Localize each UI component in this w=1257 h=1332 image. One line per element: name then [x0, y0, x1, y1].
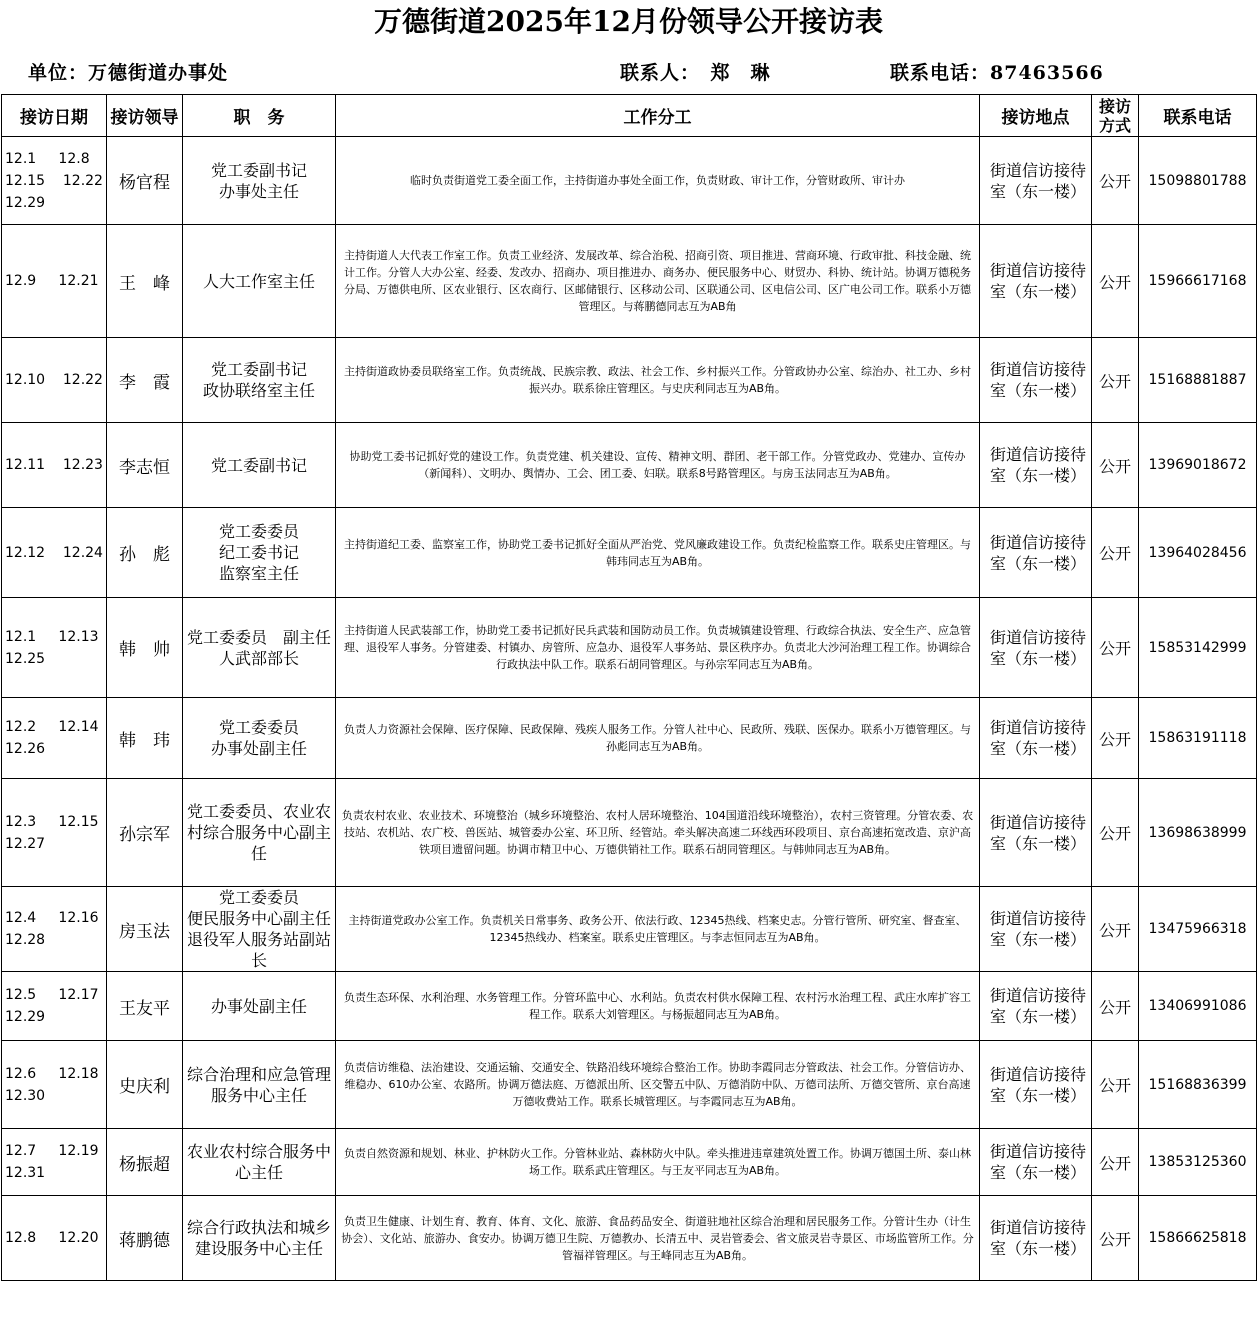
position-cell: 综合治理和应急管理服务中心主任	[183, 1041, 336, 1129]
place-cell: 街道信访接待室（东一楼）	[980, 1129, 1092, 1196]
position-cell: 党工委委员 纪工委书记 监察室主任	[183, 508, 336, 598]
place-cell: 街道信访接待室（东一楼）	[980, 423, 1092, 508]
leader-name: 王友平	[107, 972, 183, 1041]
leader-name: 韩 帅	[107, 598, 183, 698]
method-cell: 公开	[1092, 598, 1139, 698]
position-cell: 办事处副主任	[183, 972, 336, 1041]
table-row	[2, 887, 1257, 972]
work-cell: 主持街道人民武装部工作，协助党工委书记抓好民兵武装和国防动员工作。负责城镇建设管理、行政综合执法、安全生产、应急管理、退役军人事务。分管建委、村镇办、房管所、应急办、退役军人事务站、景区秩序办。负责北大沙河治理工程工作。协调综合行政执法中队工作。联系石胡同管理区。与孙宗军同志互为AB角。	[336, 598, 980, 698]
work-cell: 负责人力资源社会保障、医疗保障、民政保障、残疾人服务工作。分管人社中心、民政所、残联、医保办。联系小万德管理区。与孙彪同志互为AB角。	[336, 698, 980, 779]
leader-name: 孙宗军	[107, 779, 183, 887]
place-cell: 街道信访接待室（东一楼）	[980, 698, 1092, 779]
info-bar	[0, 44, 1257, 94]
position-cell: 党工委委员 副主任 人武部部长	[183, 598, 336, 698]
leader-name: 杨振超	[107, 1129, 183, 1196]
date-line: 12.29	[5, 194, 46, 211]
table-row	[2, 338, 1257, 423]
position-cell: 党工委委员 办事处副主任	[183, 698, 336, 779]
date-line: 12.8 12.20	[5, 1230, 99, 1246]
leader-name: 孙 彪	[107, 508, 183, 598]
date-line: 12.25	[5, 650, 46, 667]
date-cell	[2, 1129, 107, 1196]
date-line: 12.2 12.14	[5, 719, 99, 735]
method-cell: 公开	[1092, 972, 1139, 1041]
phone-cell: 15966617168	[1139, 225, 1257, 338]
position-cell: 党工委副书记	[183, 423, 336, 508]
date-line: 12.3 12.15	[5, 813, 99, 830]
method-cell: 公开	[1092, 1041, 1139, 1129]
work-cell: 负责自然资源和规划、林业、护林防火工作。分管林业站、森林防火中队。牵头推进违章建筑处置工作。协调万德国土所、泰山林场工作。联系武庄管理区。与王友平同志互为AB角。	[336, 1129, 980, 1196]
phone-cell: 13475966318	[1139, 887, 1257, 972]
leader-name: 王 峰	[107, 225, 183, 338]
table-header-row	[2, 95, 1257, 137]
leader-name: 韩 玮	[107, 698, 183, 779]
date-cell	[2, 598, 107, 698]
date-line: 12.30	[5, 1087, 46, 1104]
date-cell	[2, 887, 107, 972]
table-row	[2, 779, 1257, 887]
header-phone: 联系电话	[1139, 95, 1257, 137]
date-cell	[2, 423, 107, 508]
work-cell: 主持街道政协委员联络室工作。负责统战、民族宗教、政法、社会工作、乡村振兴工作。分管政协办公室、综治办、社工办、乡村振兴办。联系徐庄管理区。与史庆利同志互为AB角。	[336, 338, 980, 423]
table-row	[2, 598, 1257, 698]
date-cell	[2, 972, 107, 1041]
phone-cell: 13964028456	[1139, 508, 1257, 598]
header-date: 接访日期	[2, 95, 107, 137]
leader-name: 房玉法	[107, 887, 183, 972]
date-line: 12.1 12.13	[5, 628, 99, 645]
date-line: 12.11 12.23	[5, 457, 103, 473]
phone-cell: 13853125360	[1139, 1129, 1257, 1196]
method-cell: 公开	[1092, 225, 1139, 338]
date-line: 12.28	[5, 932, 46, 948]
header-method: 接访方式	[1092, 95, 1139, 137]
place-cell: 街道信访接待室（东一楼）	[980, 887, 1092, 972]
date-cell	[2, 508, 107, 598]
phone-cell: 15098801788	[1139, 137, 1257, 225]
place-cell: 街道信访接待室（东一楼）	[980, 338, 1092, 423]
work-cell: 协助党工委书记抓好党的建设工作。负责党建、机关建设、宣传、精神文明、群团、老干部工作。分管党政办、党建办、宣传办（新闻科）、文明办、舆情办、工会、团工委、妇联。联系8号路管理区。与房玉法同志互为AB角。	[336, 423, 980, 508]
table-row	[2, 225, 1257, 338]
place-cell: 街道信访接待室（东一楼）	[980, 225, 1092, 338]
leader-name: 杨官程	[107, 137, 183, 225]
table-row	[2, 508, 1257, 598]
date-line: 12.31	[5, 1165, 46, 1181]
date-line: 12.26	[5, 741, 46, 757]
date-cell	[2, 338, 107, 423]
date-cell	[2, 1041, 107, 1129]
method-cell: 公开	[1092, 1196, 1139, 1281]
date-line: 12.15 12.22	[5, 172, 103, 189]
position-cell: 综合行政执法和城乡建设服务中心主任	[183, 1196, 336, 1281]
phone-cell: 13698638999	[1139, 779, 1257, 887]
work-cell: 负责生态环保、水利治理、水务管理工作。分管环监中心、水利站。负责农村供水保障工程、农村污水治理工程、武庄水库扩容工程工作。联系大刘管理区。与杨振超同志互为AB角。	[336, 972, 980, 1041]
place-cell: 街道信访接待室（东一楼）	[980, 508, 1092, 598]
date-cell	[2, 1196, 107, 1281]
position-cell: 党工委委员、农业农村综合服务中心副主任	[183, 779, 336, 887]
work-cell: 负责农村农业、农业技术、环境整治（城乡环境整治、农村人居环境整治、104国道沿线环境整治），农村三资管理。分管农委、农技站、农机站、农广校、兽医站、城管委办公室、环卫所、经管站。牵头解决高速二环线西环段项目、京台高速拓宽改造、京沪高铁项目遗留问题。协调市精卫中心、万德供销社工作。联系石胡同管理区。与韩帅同志互为AB角。	[336, 779, 980, 887]
leader-name: 李志恒	[107, 423, 183, 508]
date-cell	[2, 137, 107, 225]
date-line: 12.1 12.8	[5, 150, 90, 167]
work-cell: 临时负责街道党工委全面工作，主持街道办事处全面工作，负责财政、审计工作，分管财政所、审计办	[336, 137, 980, 225]
reception-table	[1, 94, 1257, 1281]
position-cell: 党工委委员 便民服务中心副主任 退役军人服务站副站长	[183, 887, 336, 972]
header-position: 职 务	[183, 95, 336, 137]
date-line: 12.29	[5, 1009, 46, 1025]
position-cell: 农业农村综合服务中心主任	[183, 1129, 336, 1196]
phone-cell: 13406991086	[1139, 972, 1257, 1041]
table-row	[2, 1196, 1257, 1281]
leader-name: 史庆利	[107, 1041, 183, 1129]
method-cell: 公开	[1092, 423, 1139, 508]
table-row	[2, 1041, 1257, 1129]
table-row	[2, 423, 1257, 508]
header-place: 接访地点	[980, 95, 1092, 137]
work-cell: 主持街道党政办公室工作。负责机关日常事务、政务公开、依法行政、12345热线、档案史志。分管行管所、研究室、督查室、12345热线办、档案室。联系史庄管理区。与李志恒同志互为AB角。	[336, 887, 980, 972]
date-line: 12.12 12.24	[5, 544, 103, 561]
phone-cell: 15866625818	[1139, 1196, 1257, 1281]
place-cell: 街道信访接待室（东一楼）	[980, 598, 1092, 698]
table-row	[2, 137, 1257, 225]
header-leader: 接访领导	[107, 95, 183, 137]
phone-cell: 15863191118	[1139, 698, 1257, 779]
phone-cell: 13969018672	[1139, 423, 1257, 508]
header-work: 工作分工	[336, 95, 980, 137]
date-cell	[2, 779, 107, 887]
place-cell: 街道信访接待室（东一楼）	[980, 1041, 1092, 1129]
method-cell: 公开	[1092, 338, 1139, 423]
position-cell: 党工委副书记 政协联络室主任	[183, 338, 336, 423]
phone-cell: 15168836399	[1139, 1041, 1257, 1129]
place-cell: 街道信访接待室（东一楼）	[980, 972, 1092, 1041]
contact-person: 联系人： 郑 琳	[620, 62, 771, 84]
work-cell: 负责信访维稳、法治建设、交通运输、交通安全、铁路沿线环境综合整治工作。协助李霞同志分管政法、社会工作。分管信访办、维稳办、610办公室、农路所。协调万德法庭、万德派出所、区交警五中队、万德消防中队、万德司法所、万德交管所、京台高速万德收费站工作。联系长城管理区。与李霞同志互为AB角。	[336, 1041, 980, 1129]
method-cell: 公开	[1092, 137, 1139, 225]
method-cell: 公开	[1092, 779, 1139, 887]
table-row	[2, 972, 1257, 1041]
date-line: 12.27	[5, 835, 46, 852]
position-cell: 人大工作室主任	[183, 225, 336, 338]
place-cell: 街道信访接待室（东一楼）	[980, 137, 1092, 225]
work-cell: 主持街道人大代表工作室工作。负责工业经济、发展改革、综合治税、招商引资、项目推进、营商环境、行政审批、科技金融、统计工作。分管人大办公室、经委、发改办、招商办、项目推进办、商务办、便民服务中心、财贸办、科协、统计站。协调万德税务分局、万德供电所、区农业银行、区农商行、区邮储银行、区移动公司、区联通公司、区电信公司、区广电公司工作。联系小万德管理区。与蒋鹏德同志互为AB角	[336, 225, 980, 338]
place-cell: 街道信访接待室（东一楼）	[980, 779, 1092, 887]
date-line: 12.9 12.21	[5, 273, 99, 289]
date-line: 12.5 12.17	[5, 987, 99, 1003]
leader-name: 李 霞	[107, 338, 183, 423]
position-cell: 党工委副书记 办事处主任	[183, 137, 336, 225]
page-title: 万德街道2025年12月份领导公开接访表	[374, 5, 883, 38]
date-cell	[2, 698, 107, 779]
work-cell: 负责卫生健康、计划生育、教育、体育、文化、旅游、食品药品安全、街道驻地社区综合治理和居民服务工作。分管计生办（计生协会）、文化站、旅游办、食安办。协调万德卫生院、万德教办、长清五中、灵岩管委会、省文旅灵岩寺景区、市场监管所工作。分管福祥管理区。与王峰同志互为AB角。	[336, 1196, 980, 1281]
method-cell: 公开	[1092, 887, 1139, 972]
method-cell: 公开	[1092, 698, 1139, 779]
table-row	[2, 1129, 1257, 1196]
date-line: 12.10 12.22	[5, 372, 103, 388]
method-cell: 公开	[1092, 1129, 1139, 1196]
unit-label: 单位：万德街道办事处	[28, 62, 229, 84]
leader-name: 蒋鹏德	[107, 1196, 183, 1281]
phone-cell: 15853142999	[1139, 598, 1257, 698]
date-cell	[2, 225, 107, 338]
date-line: 12.4 12.16	[5, 910, 99, 926]
date-line: 12.6 12.18	[5, 1065, 99, 1082]
work-cell: 主持街道纪工委、监察室工作，协助党工委书记抓好全面从严治党、党风廉政建设工作。负责纪检监察工作。联系史庄管理区。与韩玮同志互为AB角。	[336, 508, 980, 598]
date-line: 12.7 12.19	[5, 1143, 99, 1159]
method-cell: 公开	[1092, 508, 1139, 598]
table-row	[2, 698, 1257, 779]
place-cell: 街道信访接待室（东一楼）	[980, 1196, 1092, 1281]
phone-cell: 15168881887	[1139, 338, 1257, 423]
contact-phone: 联系电话：87463566	[890, 62, 1104, 84]
